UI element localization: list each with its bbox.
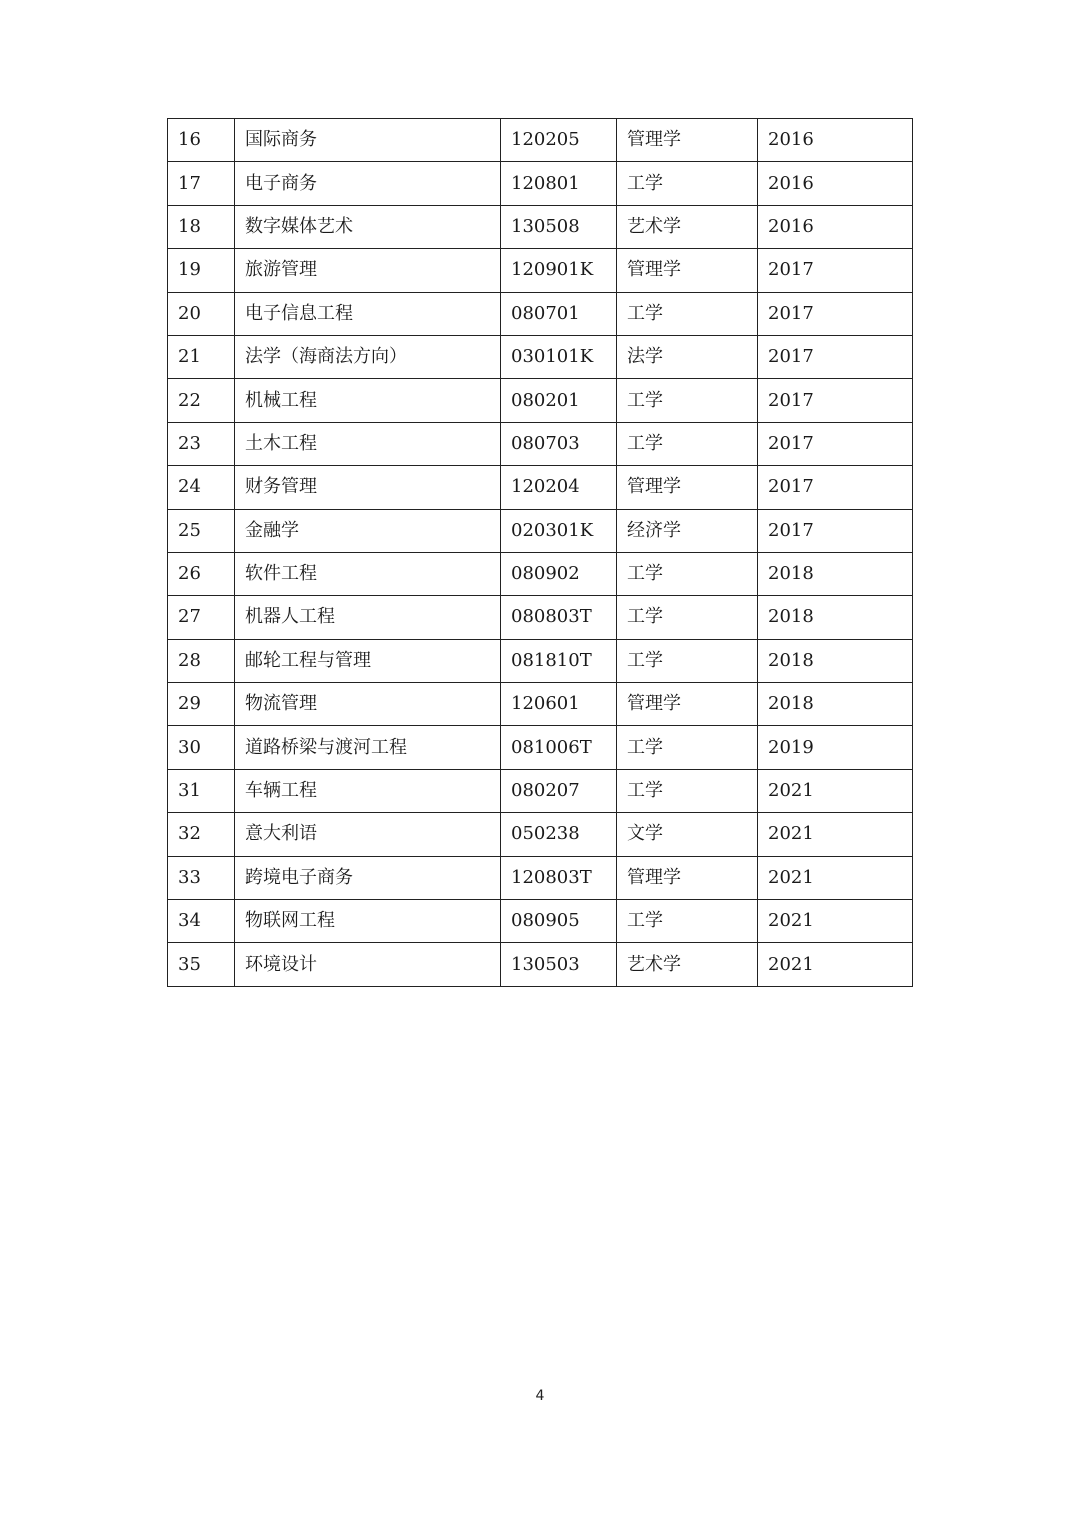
discipline-category-cell: 管理学 [617,119,758,162]
page-number: 4 [535,1388,545,1404]
discipline-category-cell: 工学 [617,769,758,812]
year-cell: 2021 [758,856,913,899]
row-number-cell: 16 [168,119,235,162]
year-cell: 2018 [758,552,913,595]
discipline-category-cell: 管理学 [617,249,758,292]
row-number-cell: 29 [168,683,235,726]
discipline-category-cell: 工学 [617,162,758,205]
year-cell: 2016 [758,205,913,248]
major-name-cell: 物流管理 [235,683,501,726]
major-name-cell: 机器人工程 [235,596,501,639]
major-code-cell: 081006T [501,726,617,769]
table-row [168,813,913,856]
major-code-cell: 081810T [501,639,617,682]
year-cell: 2017 [758,292,913,335]
row-number-cell: 21 [168,335,235,378]
year-cell: 2018 [758,596,913,639]
table-row [168,249,913,292]
discipline-category-cell: 工学 [617,596,758,639]
discipline-category-cell: 管理学 [617,683,758,726]
discipline-category-cell: 法学 [617,335,758,378]
table-row [168,552,913,595]
discipline-category-cell: 工学 [617,900,758,943]
discipline-category-cell: 经济学 [617,509,758,552]
table-row [168,596,913,639]
table-row [168,943,913,986]
major-name-cell: 邮轮工程与管理 [235,639,501,682]
table-row [168,509,913,552]
major-name-cell: 道路桥梁与渡河工程 [235,726,501,769]
row-number-cell: 28 [168,639,235,682]
year-cell: 2021 [758,813,913,856]
major-code-cell: 120204 [501,466,617,509]
row-number-cell: 20 [168,292,235,335]
row-number-cell: 35 [168,943,235,986]
table-row [168,466,913,509]
major-name-cell: 数字媒体艺术 [235,205,501,248]
major-code-cell: 080701 [501,292,617,335]
major-code-cell: 080905 [501,900,617,943]
year-cell: 2017 [758,509,913,552]
row-number-cell: 19 [168,249,235,292]
discipline-category-cell: 艺术学 [617,205,758,248]
discipline-category-cell: 工学 [617,639,758,682]
major-name-cell: 软件工程 [235,552,501,595]
year-cell: 2016 [758,119,913,162]
row-number-cell: 34 [168,900,235,943]
majors-table-body [168,119,913,987]
major-code-cell: 080703 [501,422,617,465]
row-number-cell: 26 [168,552,235,595]
major-code-cell: 120901K [501,249,617,292]
year-cell: 2018 [758,639,913,682]
major-code-cell: 120601 [501,683,617,726]
major-code-cell: 080201 [501,379,617,422]
row-number-cell: 32 [168,813,235,856]
discipline-category-cell: 工学 [617,726,758,769]
discipline-category-cell: 管理学 [617,856,758,899]
row-number-cell: 31 [168,769,235,812]
discipline-category-cell: 工学 [617,552,758,595]
major-code-cell: 030101K [501,335,617,378]
year-cell: 2021 [758,900,913,943]
year-cell: 2017 [758,422,913,465]
row-number-cell: 30 [168,726,235,769]
major-code-cell: 080207 [501,769,617,812]
major-name-cell: 土木工程 [235,422,501,465]
major-code-cell: 130503 [501,943,617,986]
table-row [168,639,913,682]
major-code-cell: 080902 [501,552,617,595]
major-name-cell: 机械工程 [235,379,501,422]
major-name-cell: 国际商务 [235,119,501,162]
table-row [168,683,913,726]
major-name-cell: 法学（海商法方向） [235,335,501,378]
table-row [168,119,913,162]
major-code-cell: 120801 [501,162,617,205]
major-code-cell: 120205 [501,119,617,162]
major-name-cell: 意大利语 [235,813,501,856]
discipline-category-cell: 艺术学 [617,943,758,986]
row-number-cell: 24 [168,466,235,509]
table-row [168,422,913,465]
major-code-cell: 120803T [501,856,617,899]
year-cell: 2016 [758,162,913,205]
discipline-category-cell: 工学 [617,422,758,465]
table-row [168,769,913,812]
major-name-cell: 金融学 [235,509,501,552]
major-code-cell: 020301K [501,509,617,552]
major-name-cell: 跨境电子商务 [235,856,501,899]
table-row [168,205,913,248]
table-row [168,726,913,769]
row-number-cell: 27 [168,596,235,639]
row-number-cell: 33 [168,856,235,899]
table-row [168,292,913,335]
major-name-cell: 旅游管理 [235,249,501,292]
table-row [168,900,913,943]
major-name-cell: 环境设计 [235,943,501,986]
year-cell: 2017 [758,466,913,509]
year-cell: 2017 [758,249,913,292]
row-number-cell: 22 [168,379,235,422]
table-row [168,162,913,205]
major-code-cell: 130508 [501,205,617,248]
year-cell: 2021 [758,943,913,986]
major-name-cell: 物联网工程 [235,900,501,943]
major-name-cell: 电子信息工程 [235,292,501,335]
table-row [168,335,913,378]
majors-table [167,118,913,987]
major-name-cell: 财务管理 [235,466,501,509]
year-cell: 2021 [758,769,913,812]
discipline-category-cell: 文学 [617,813,758,856]
discipline-category-cell: 工学 [617,292,758,335]
row-number-cell: 23 [168,422,235,465]
table-row [168,856,913,899]
row-number-cell: 25 [168,509,235,552]
major-name-cell: 电子商务 [235,162,501,205]
year-cell: 2017 [758,335,913,378]
year-cell: 2018 [758,683,913,726]
row-number-cell: 18 [168,205,235,248]
table-row [168,379,913,422]
year-cell: 2019 [758,726,913,769]
year-cell: 2017 [758,379,913,422]
major-code-cell: 050238 [501,813,617,856]
major-code-cell: 080803T [501,596,617,639]
discipline-category-cell: 工学 [617,379,758,422]
discipline-category-cell: 管理学 [617,466,758,509]
major-name-cell: 车辆工程 [235,769,501,812]
row-number-cell: 17 [168,162,235,205]
